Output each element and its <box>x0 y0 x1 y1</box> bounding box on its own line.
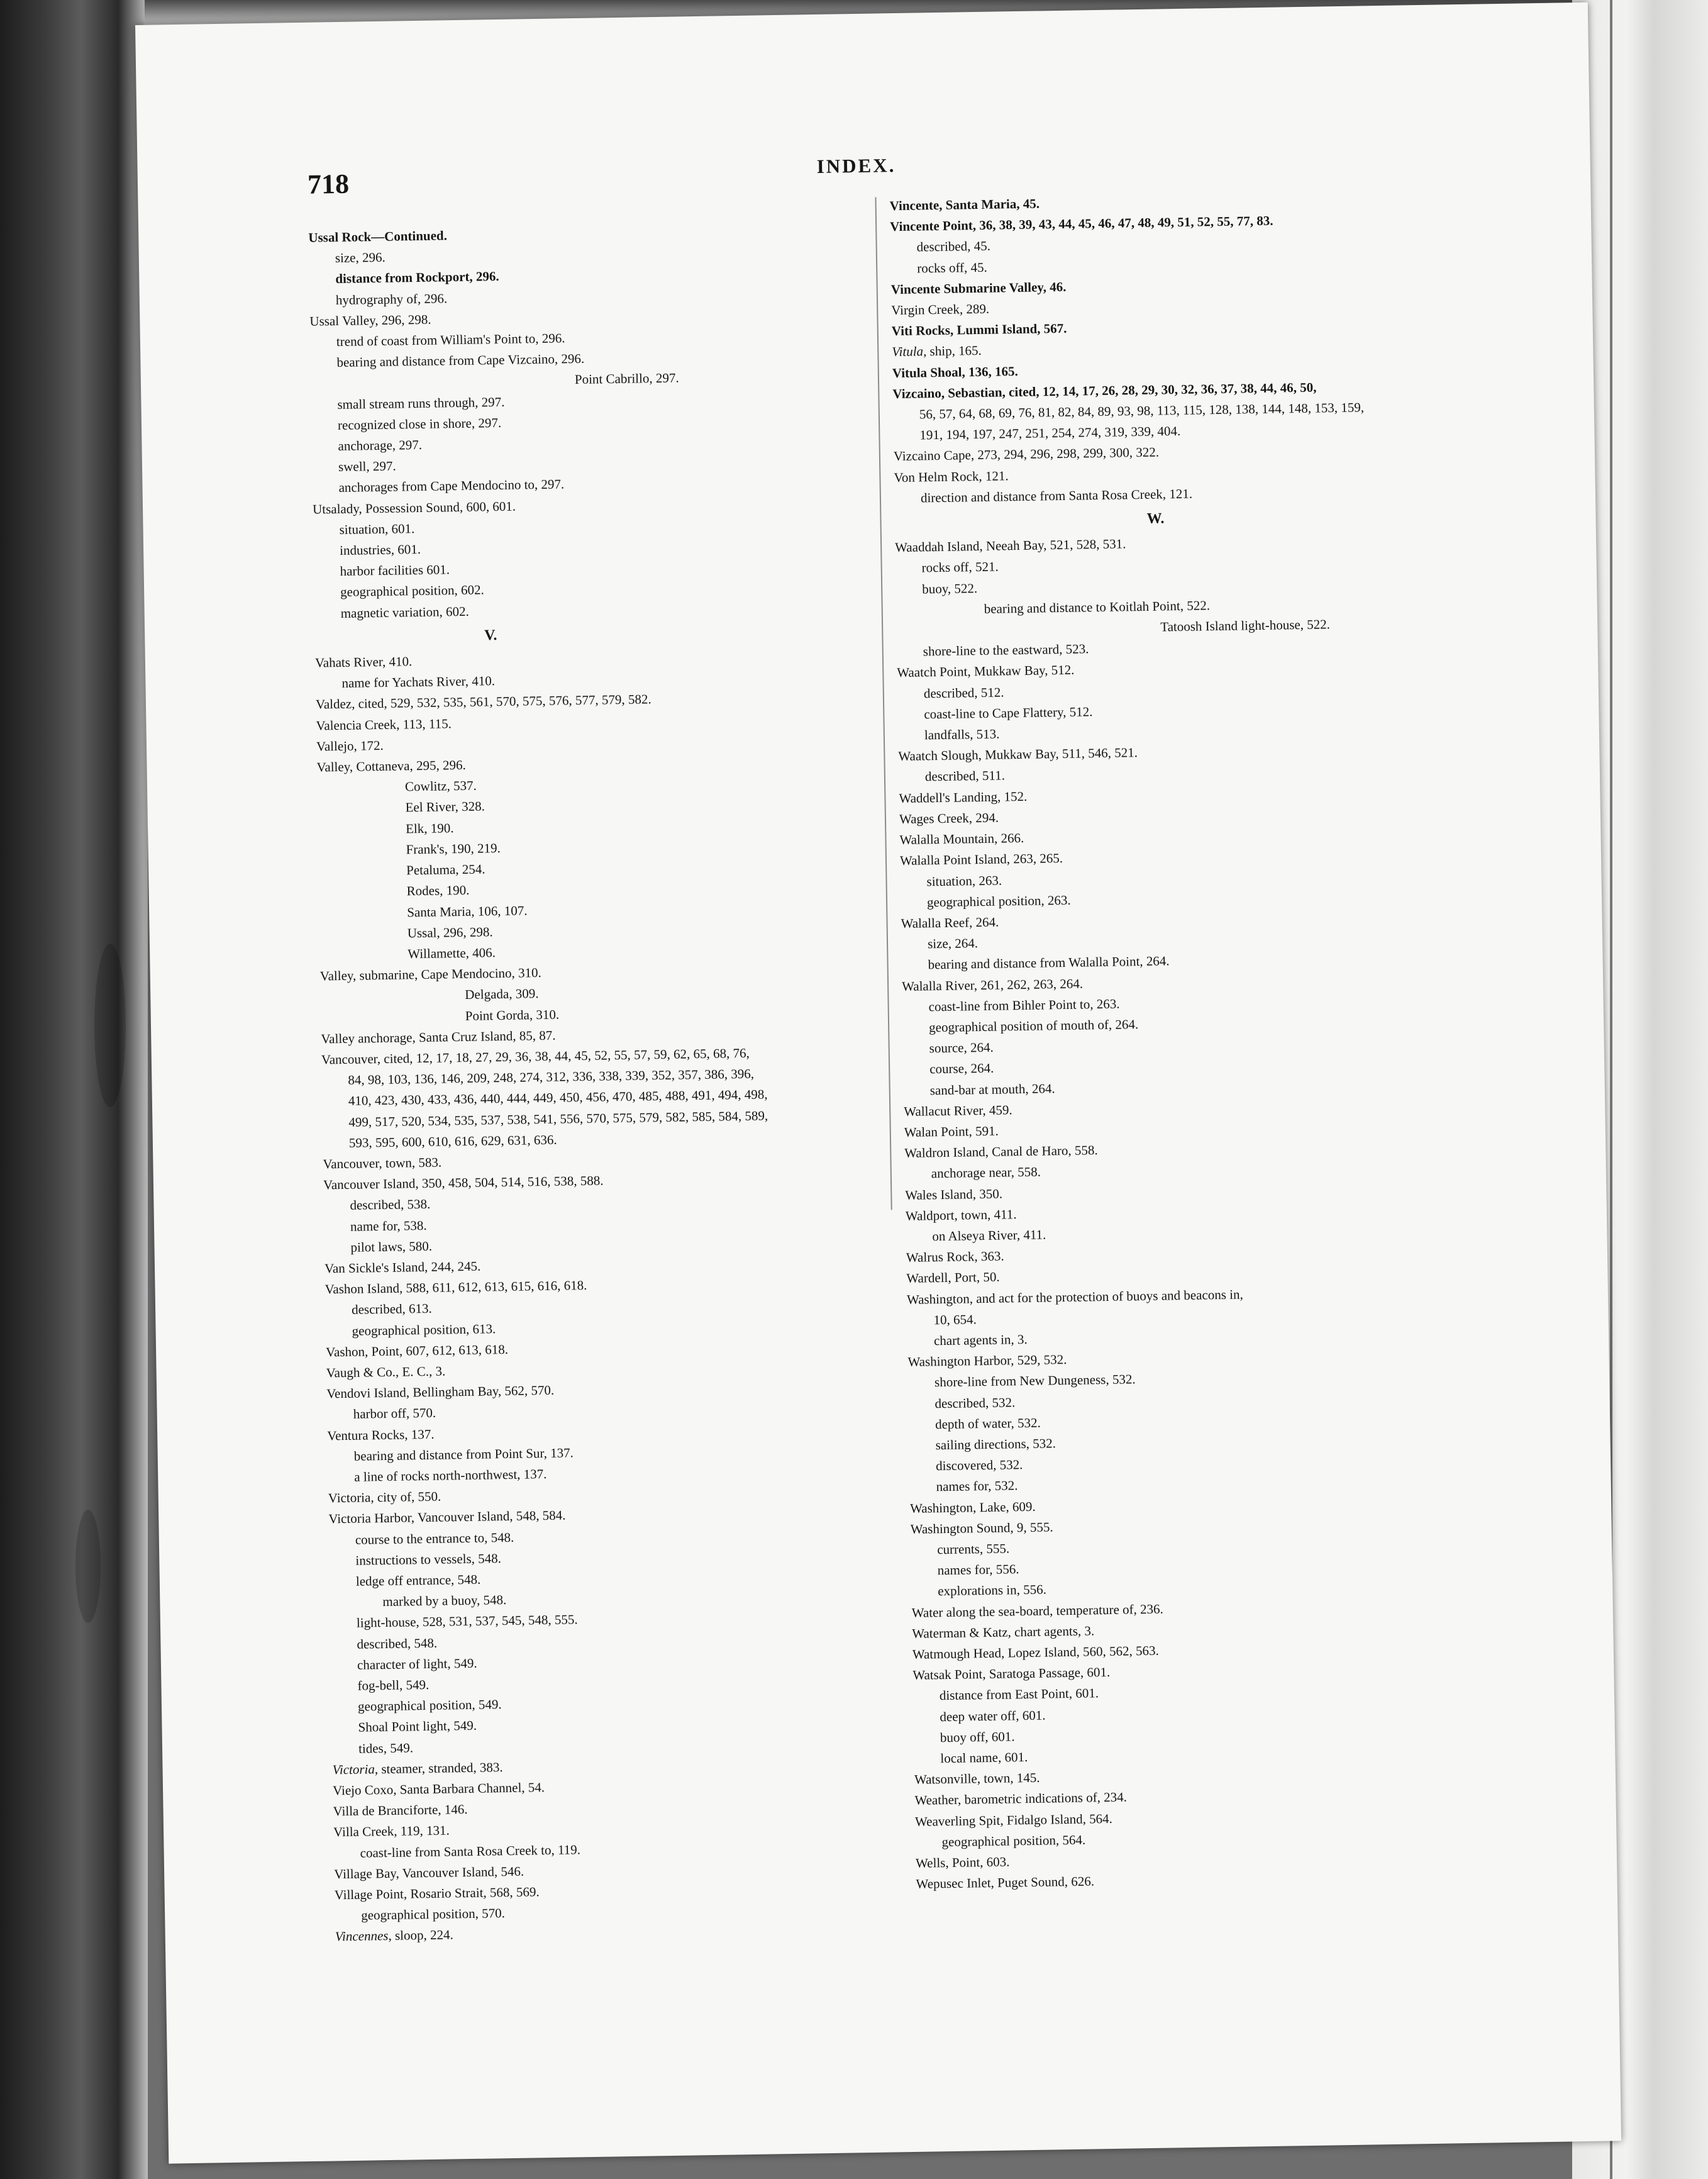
index-subentry: Santa Maria, 106, 107. <box>407 902 528 920</box>
index-entry: Vincente Submarine Valley, 46. <box>890 279 1067 297</box>
index-subentry: bearing and distance to Koitlah Point, 522. <box>984 598 1211 616</box>
book-binding-shadow <box>0 0 148 2179</box>
index-subentry: fog-bell, 549. <box>357 1677 430 1693</box>
index-subentry: name for, 538. <box>350 1217 427 1234</box>
index-subentry: geographical position, 564. <box>941 1832 1086 1850</box>
index-subentry: 499, 517, 520, 534, 535, 537, 538, 541, 556, 570, 575, 579, 582, 585, 584, 589, <box>348 1107 768 1130</box>
index-subentry: depth of water, 532. <box>934 1415 1041 1432</box>
index-entry: Washington Sound, 9, 555. <box>910 1519 1053 1537</box>
index-entry: Virgin Creek, 289. <box>891 301 990 318</box>
index-entry: Utsalady, Possession Sound, 600, 601. <box>312 498 516 517</box>
index-subentry: coast-line from Santa Rosa Creek to, 119. <box>360 1841 581 1861</box>
index-subentry: Willamette, 406. <box>408 945 496 962</box>
index-subentry: Shoal Point light, 549. <box>358 1718 477 1736</box>
index-entry: Villa Creek, 119, 131. <box>333 1822 450 1840</box>
index-entry: Vincente, Santa Maria, 45. <box>889 196 1040 214</box>
index-entry: Vizcaino, Sebastian, cited, 12, 14, 17, 26, 28, 29, 30, 32, 36, 37, 38, 44, 46, 50, <box>892 379 1317 401</box>
binding-smudge <box>75 1510 101 1623</box>
index-subentry: distance from East Point, 601. <box>939 1685 1099 1703</box>
index-subentry: buoy off, 601. <box>940 1729 1015 1746</box>
index-subentry: bearing and distance from Cape Vizcaino, 296. <box>336 351 585 371</box>
index-subentry: deep water off, 601. <box>940 1707 1046 1724</box>
index-subentry: 593, 595, 600, 610, 616, 629, 631, 636. <box>348 1132 557 1151</box>
index-entry: Ussal Valley, 296, 298. <box>309 311 431 329</box>
index-subentry: buoy, 522. <box>922 580 978 597</box>
index-subentry: rocks off, 521. <box>921 559 999 576</box>
index-entry: Von Helm Rock, 121. <box>894 467 1009 485</box>
index-subentry: 56, 57, 64, 68, 69, 76, 81, 82, 84, 89, 93, 98, 113, 115, 128, 138, 144, 148, 153, 159, <box>919 399 1365 422</box>
index-entry: Walrus Rock, 363. <box>906 1248 1004 1266</box>
index-subentry: 410, 423, 430, 433, 436, 440, 444, 449, 450, 456, 470, 485, 488, 491, 494, 498, <box>348 1086 768 1109</box>
page-number: 718 <box>307 168 350 200</box>
index-entry: Vizcaino Cape, 273, 294, 296, 298, 299, 300, 322. <box>893 444 1160 464</box>
index-subentry: trend of coast from William's Point to, 296. <box>336 330 565 350</box>
index-subentry: marked by a buoy, 548. <box>382 1592 507 1610</box>
index-entry: Wales Island, 350. <box>905 1186 1003 1203</box>
index-subentry: light-house, 528, 531, 537, 545, 548, 555. <box>356 1612 578 1631</box>
index-subentry: industries, 601. <box>339 542 421 559</box>
index-entry: Victoria, city of, 550. <box>328 1488 441 1506</box>
index-subentry: local name, 601. <box>940 1749 1028 1766</box>
index-subentry: on Alseya River, 411. <box>932 1227 1046 1244</box>
index-subentry: shore-line to the eastward, 523. <box>923 641 1089 659</box>
index-subentry: a line of rocks north-northwest, 137. <box>354 1466 547 1485</box>
index-entry: Waaddah Island, Neeah Bay, 521, 528, 531. <box>895 536 1126 555</box>
index-entry: Wells, Point, 603. <box>915 1854 1010 1871</box>
italic-vessel-name: Vincennes <box>335 1928 389 1944</box>
index-entry: Vitula, ship, 165. <box>892 343 982 360</box>
index-subentry: 84, 98, 103, 136, 146, 209, 248, 274, 312, 336, 338, 339, 352, 357, 386, 396, <box>348 1066 755 1088</box>
index-subentry: chart agents in, 3. <box>933 1331 1028 1349</box>
index-entry: Walalla Point Island, 263, 265. <box>899 850 1063 869</box>
index-subentry: sand-bar at mouth, 264. <box>929 1080 1055 1098</box>
index-entry: Watsak Point, Saratoga Passage, 601. <box>912 1664 1111 1683</box>
index-entry: Walalla Mountain, 266. <box>899 830 1024 848</box>
index-entry: Vahats River, 410. <box>314 654 413 671</box>
index-entry: Wallacut River, 459. <box>904 1102 1012 1119</box>
binding-smudge <box>94 944 126 1107</box>
index-subentry: described, 613. <box>351 1301 433 1318</box>
index-entry: Walan Point, 591. <box>904 1123 999 1140</box>
index-entry: Valley anchorage, Santa Cruz Island, 85, 87. <box>321 1027 556 1047</box>
index-subentry: course to the entrance to, 548. <box>355 1529 514 1547</box>
index-subentry: geographical position, 570. <box>361 1905 506 1923</box>
index-subentry: harbor facilities 601. <box>340 562 450 579</box>
index-subentry: discovered, 532. <box>935 1457 1023 1474</box>
index-entry: Village Bay, Vancouver Island, 546. <box>334 1863 524 1882</box>
index-subentry: character of light, 549. <box>357 1655 477 1673</box>
index-entry: Ussal Rock—Continued. <box>308 228 448 245</box>
index-entry: Vaugh & Co., E. C., 3. <box>326 1363 446 1381</box>
index-entry: Valley, Cottaneva, 295, 296. <box>316 757 466 775</box>
index-subentry: Ussal, 296, 298. <box>407 923 493 941</box>
index-entry: Vashon, Point, 607, 612, 613, 618. <box>325 1341 509 1360</box>
index-subentry: 10, 654. <box>933 1312 977 1328</box>
index-entry: Vashon Island, 588, 611, 612, 613, 615, 616, 618. <box>324 1278 587 1297</box>
index-entry: Waatch Point, Mukkaw Bay, 512. <box>897 662 1075 681</box>
index-entry: Vallejo, 172. <box>316 737 384 754</box>
index-subentry: Tatoosh Island light-house, 522. <box>1160 616 1331 635</box>
index-subentry: hydrography of, 296. <box>335 290 448 308</box>
index-subentry: bearing and distance from Point Sur, 137. <box>353 1445 574 1464</box>
index-subentry: Point Gorda, 310. <box>465 1006 560 1023</box>
index-subentry: names for, 532. <box>936 1478 1018 1495</box>
index-subentry: magnetic variation, 602. <box>340 603 469 621</box>
right-index-column <box>889 185 1607 1895</box>
italic-vessel-name: Vitula <box>892 343 924 360</box>
index-subentry: Rodes, 190. <box>406 883 470 899</box>
index-subentry: names for, 556. <box>937 1561 1019 1578</box>
index-subentry: Delgada, 309. <box>465 986 539 1003</box>
index-subentry: geographical position of mouth of, 264. <box>928 1017 1139 1035</box>
index-subentry: anchorages from Cape Mendocino to, 297. <box>338 476 565 496</box>
index-entry: Viejo Coxo, Santa Barbara Channel, 54. <box>332 1780 545 1798</box>
index-entry: Vancouver Island, 350, 458, 504, 514, 516, 538, 588. <box>323 1173 604 1193</box>
index-subentry: described, 45. <box>916 238 991 255</box>
index-subentry: source, 264. <box>929 1039 994 1056</box>
index-page <box>135 3 1621 2164</box>
index-subentry: coast-line to Cape Flattery, 512. <box>924 704 1093 722</box>
index-subentry: tides, 549. <box>358 1740 414 1756</box>
index-entry: Valley, submarine, Cape Mendocino, 310. <box>319 965 541 984</box>
index-subentry: harbor off, 570. <box>353 1405 436 1422</box>
index-entry: Victoria, steamer, stranded, 383. <box>332 1759 503 1778</box>
index-entry: Washington, and act for the protection of buoys and beacons in, <box>906 1286 1243 1307</box>
index-entry: Wardell, Port, 50. <box>906 1269 1000 1286</box>
index-subentry: described, 511. <box>924 767 1006 784</box>
index-subentry: anchorage near, 558. <box>931 1164 1041 1181</box>
index-subentry: Cowlitz, 537. <box>404 777 477 794</box>
index-entry: Wepusec Inlet, Puget Sound, 626. <box>916 1873 1095 1892</box>
index-subentry: situation, 263. <box>926 872 1002 889</box>
index-subentry: size, 296. <box>335 250 385 266</box>
index-entry: Watsonville, town, 145. <box>914 1769 1040 1788</box>
index-entry: Village Point, Rosario Strait, 568, 569. <box>334 1884 540 1903</box>
index-entry: Valdez, cited, 529, 532, 535, 561, 570, 575, 576, 577, 579, 582. <box>315 691 652 713</box>
index-subentry: described, 532. <box>934 1394 1016 1411</box>
index-subentry: ledge off entrance, 548. <box>355 1571 481 1589</box>
index-subentry: described, 512. <box>923 684 1004 701</box>
index-subentry: geographical position, 602. <box>340 582 484 600</box>
index-entry: Washington, Lake, 609. <box>909 1498 1036 1516</box>
index-entry: Victoria Harbor, Vancouver Island, 548, 584. <box>328 1507 566 1527</box>
index-entry: Walalla Reef, 264. <box>901 914 999 931</box>
index-subentry: anchorage, 297. <box>338 437 423 454</box>
index-subentry: currents, 555. <box>937 1541 1010 1558</box>
index-entry: Waatch Slough, Mukkaw Bay, 511, 546, 521. <box>898 745 1138 764</box>
index-subentry: Frank's, 190, 219. <box>406 840 501 857</box>
index-subentry: sailing directions, 532. <box>935 1435 1056 1453</box>
index-entry: Weaverling Spit, Fidalgo Island, 564. <box>914 1810 1113 1829</box>
index-subentry: instructions to vessels, 548. <box>355 1550 502 1568</box>
index-subentry: pilot laws, 580. <box>350 1238 433 1255</box>
index-entry: Waldport, town, 411. <box>905 1206 1017 1223</box>
left-index-column <box>308 217 995 1948</box>
index-entry: Valencia Creek, 113, 115. <box>316 715 452 733</box>
index-subentry: shore-line from New Dungeness, 532. <box>934 1371 1136 1390</box>
index-entry: Waldron Island, Canal de Haro, 558. <box>904 1142 1098 1161</box>
index-letter-heading: W. <box>1146 510 1165 527</box>
index-subentry: swell, 297. <box>338 458 396 475</box>
index-subentry: distance from Rockport, 296. <box>335 269 499 287</box>
index-entry: Vancouver, cited, 12, 17, 18, 27, 29, 36, 38, 44, 45, 52, 55, 57, 59, 62, 65, 68, 76, <box>321 1045 750 1067</box>
italic-vessel-name: Victoria <box>332 1761 375 1778</box>
index-letter-heading: V. <box>484 627 497 644</box>
index-entry: Villa de Branciforte, 146. <box>333 1802 468 1819</box>
index-subentry: situation, 601. <box>339 520 415 537</box>
index-subentry: landfalls, 513. <box>924 726 1000 743</box>
index-subentry: direction and distance from Santa Rosa Creek, 121. <box>920 486 1193 506</box>
index-subentry: rocks off, 45. <box>917 259 987 276</box>
index-entry: Watmough Head, Lopez Island, 560, 562, 563. <box>912 1642 1159 1662</box>
index-subentry: course, 264. <box>929 1061 994 1077</box>
index-entry: Vincennes, sloop, 224. <box>335 1927 453 1944</box>
index-entry: Waddell's Landing, 152. <box>899 788 1028 806</box>
index-entry: Water along the sea-board, temperature of, 236. <box>911 1601 1163 1620</box>
index-entry: Vincente Point, 36, 38, 39, 43, 44, 45, 46, 47, 48, 49, 51, 52, 55, 77, 83. <box>889 213 1273 235</box>
index-subentry: geographical position, 613. <box>352 1320 496 1339</box>
index-entry: Vancouver, town, 583. <box>323 1154 442 1172</box>
index-entry: Waterman & Katz, chart agents, 3. <box>912 1623 1095 1641</box>
index-entry: Ventura Rocks, 137. <box>327 1426 435 1444</box>
index-subentry: Elk, 190. <box>405 820 454 837</box>
index-subentry: described, 538. <box>350 1196 431 1213</box>
index-subentry: small stream runs through, 297. <box>337 394 505 412</box>
index-subentry: size, 264. <box>927 935 979 952</box>
running-header: INDEX. <box>816 154 896 178</box>
index-subentry: coast-line from Bihler Point to, 263. <box>928 996 1120 1015</box>
index-subentry: bearing and distance from Walalla Point, 264. <box>928 953 1170 972</box>
index-entry: Weather, barometric indications of, 234. <box>914 1790 1128 1808</box>
index-entry: Wages Creek, 294. <box>899 810 999 827</box>
index-subentry: recognized close in shore, 297. <box>337 415 502 433</box>
index-entry: Van Sickle's Island, 244, 245. <box>324 1258 481 1276</box>
index-entry: Washington Harbor, 529, 532. <box>907 1352 1067 1370</box>
index-subentry: geographical position, 263. <box>926 892 1071 910</box>
index-subentry: name for Yachats River, 410. <box>341 673 496 691</box>
index-subentry: Petaluma, 254. <box>406 861 485 878</box>
index-entry: Viti Rocks, Lummi Island, 567. <box>891 321 1067 339</box>
index-subentry: described, 548. <box>357 1635 438 1652</box>
index-entry: Vendovi Island, Bellingham Bay, 562, 570. <box>326 1382 555 1402</box>
index-subentry: explorations in, 556. <box>938 1581 1047 1599</box>
index-subentry: 191, 194, 197, 247, 251, 254, 274, 319, 339, 404. <box>919 423 1181 443</box>
index-subentry: Point Cabrillo, 297. <box>574 370 679 387</box>
index-entry: Walalla River, 261, 262, 263, 264. <box>901 976 1084 994</box>
index-subentry: geographical position, 549. <box>357 1697 502 1714</box>
index-entry: Vitula Shoal, 136, 165. <box>892 363 1018 381</box>
index-subentry: Eel River, 328. <box>405 798 485 815</box>
